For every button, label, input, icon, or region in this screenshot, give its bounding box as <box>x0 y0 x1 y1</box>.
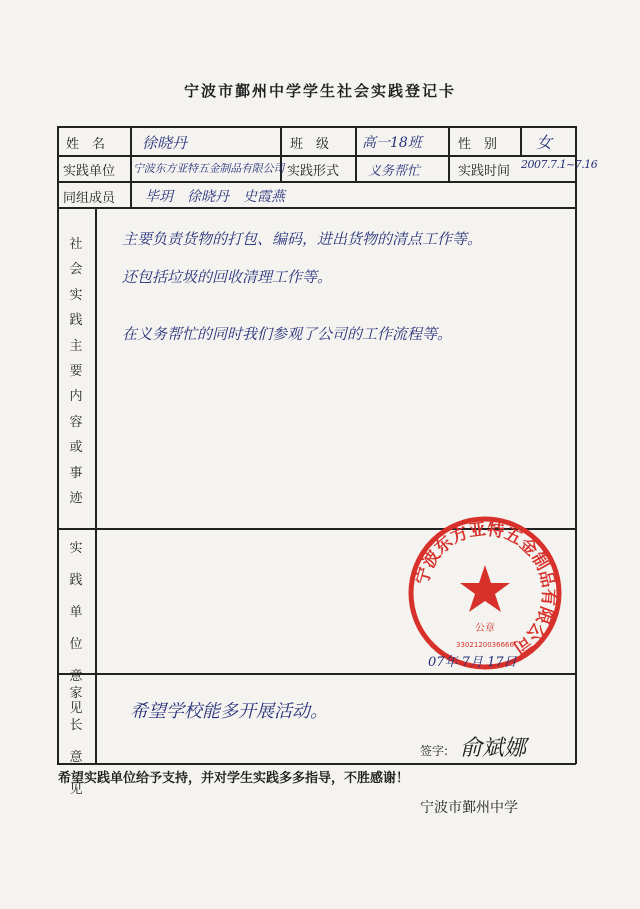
parent-opinion-label: 家长意见 <box>69 686 83 797</box>
parent-signature: 俞斌娜 <box>460 736 527 761</box>
class-label: 班 级 <box>290 137 330 152</box>
footer-school: 宁波市鄞州中学 <box>420 800 518 816</box>
gender-label: 性 别 <box>458 137 498 152</box>
company-seal <box>405 513 565 673</box>
footer-request: 希望实践单位给予支持，并对学生实践多多指导，不胜感谢！ <box>58 771 410 786</box>
form-label: 实践形式 <box>287 164 340 179</box>
unit-opinion-label: 实践单位意见 <box>69 541 83 716</box>
unit-value: 宁波东方亚特五金制品有限公司 <box>133 162 285 175</box>
form-title: 宁波市鄞州中学学生社会实践登记卡 <box>183 82 456 100</box>
content-label: 社会实践主要内容或事迹 <box>69 237 83 507</box>
form-value: 义务帮忙 <box>368 164 421 179</box>
time-label: 实践时间 <box>458 164 511 179</box>
group-members: 毕玥 徐晓丹 史霞燕 <box>145 189 285 205</box>
unit-label: 实践单位 <box>63 164 116 179</box>
parent-opinion-text: 希望学校能多开展活动。 <box>130 701 328 722</box>
name-value: 徐晓丹 <box>142 134 188 152</box>
group-label: 同组成员 <box>63 191 116 206</box>
seal-center-text: 公章 <box>475 623 495 634</box>
sign-label: 签字: <box>420 744 449 758</box>
class-value: 高一18班 <box>362 135 422 151</box>
content-line-1: 主要负责货物的打包、编码，进出货物的清点工作等。 <box>122 230 483 248</box>
unit-opinion-date: 07年 7月 17日 <box>428 655 517 670</box>
seal-number: 3302120036666 <box>456 641 514 649</box>
svg-text:宁波东方亚特五金制品有限公司: 宁波东方亚特五金制品有限公司 <box>412 519 559 658</box>
content-line-2: 还包括垃圾的回收清理工作等。 <box>122 268 333 286</box>
content-line-3: 在义务帮忙的同时我们参观了公司的工作流程等。 <box>122 325 453 343</box>
gender-value: 女 <box>536 133 553 152</box>
time-value: 2007.7.1~7.16 <box>521 158 598 171</box>
name-label: 姓 名 <box>66 137 106 152</box>
